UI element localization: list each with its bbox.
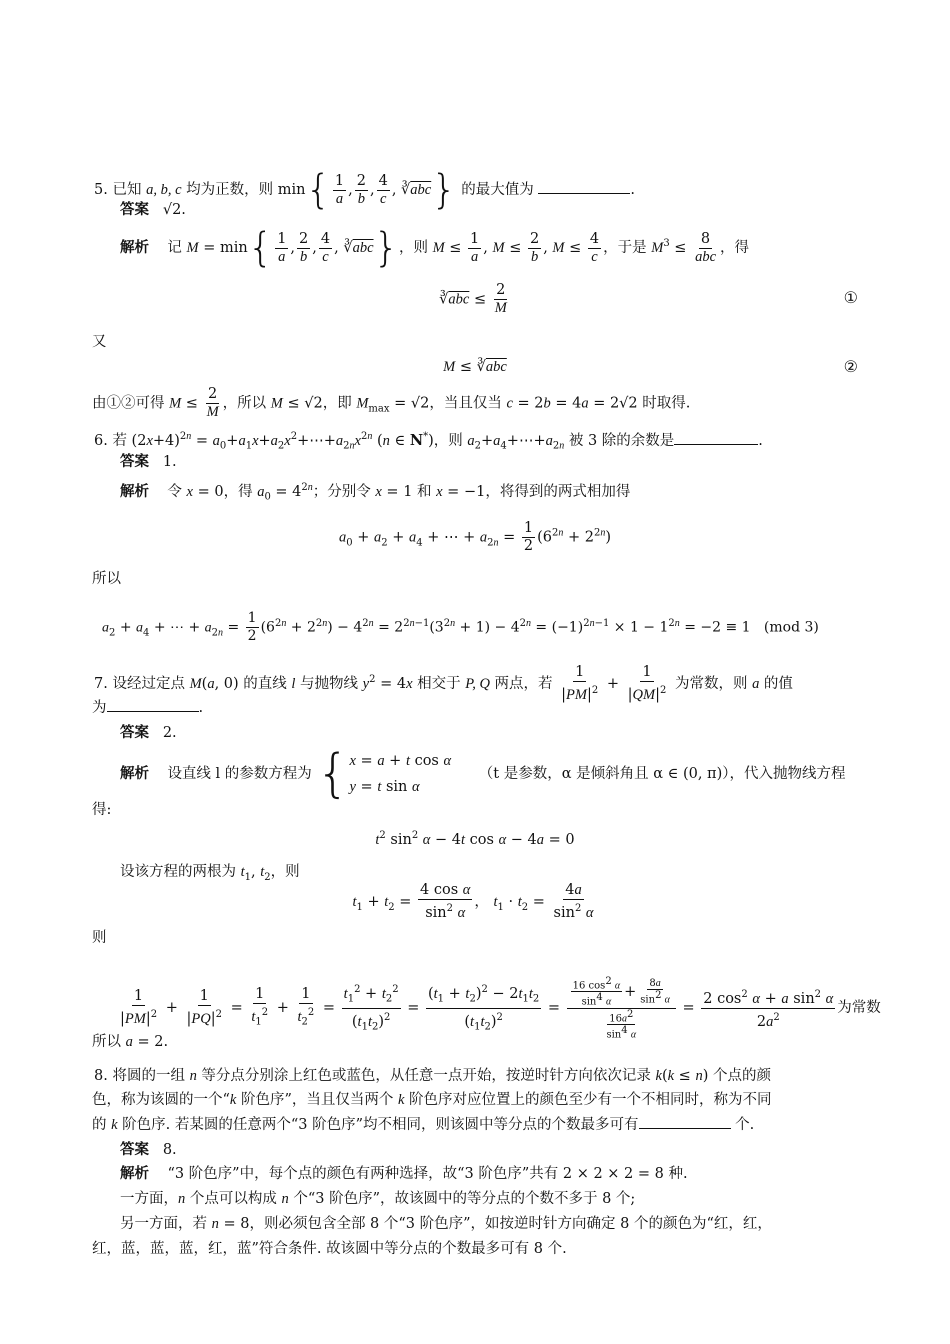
q6-eq1: $a_0 + a_2 + a_4$ + ⋯ + $a_{2n}$ = $\frac{1}{2}$ $(6^{2n} + 2^{2n})$ bbox=[338, 520, 611, 554]
q8-solution-3: 另一方面，若 n = 8，则必须包含全部 8 个“3 阶色序”，如按逆时针方向确定 8 个的颜色为“红，红， bbox=[120, 1216, 772, 1232]
q7-param-y: y = t sin α bbox=[349, 779, 420, 795]
q7-roots-intro: 设该方程的两根为 $t_1$, $t_2$，则 bbox=[120, 864, 300, 883]
q5-tag1: ① bbox=[843, 288, 858, 307]
q6-so: 所以 bbox=[92, 571, 121, 587]
q7-eq3: $\frac{1}{|PM|^2}$ + $\frac{1}{|PQ|^2}$ = $\frac{1}{t_1^2}$ + $\frac{1}{t_2^2}$ = $\frac{t_1^2 + t_2^2}{(t_1t_2)^2}$ = $\frac{(t_1 + t_2)^2 - 2t_1t_2}{(t_1t_2)^2}$ = $\frac{16 \cos^2 \alpha}{\sin^4 \alpha}$ + $\frac{8a}{\sin^2 \alpha}$ $\frac{16a^2}{\sin^4 \alpha}$ = $\frac{2 \cos^2 \alpha + a \sin^2 \alpha}{2a^2}$ 为常数 bbox=[120, 976, 881, 1041]
q8-answer: 答案 8. bbox=[120, 1141, 177, 1158]
q5-again: 又 bbox=[92, 334, 107, 350]
q7-eq2: $t_1 + t_2$ = $\frac{\text{4 cos α}}{\sin^2 \alpha}$ ， $t_1 \cdot t_2$ = $\frac{4a}{\sin^2 \alpha}$ bbox=[352, 882, 594, 921]
q7-eq1: $t^2$ $\sin^2 \alpha - 4t$ cos α − 4a = 0 bbox=[375, 830, 575, 848]
q5-tag2: ② bbox=[843, 357, 858, 376]
q7-solution-intro: 解析 设直线 l 的参数方程为 { x = a + t cos α y = t sin α （t 是参数，α 是倾斜角且 α ∈ (0, π)），代入抛物线方程 bbox=[120, 744, 846, 804]
q7-answer: 答案 2. bbox=[120, 724, 177, 741]
q5-eq1: $∛\overline{abc}$ ≤ $\frac{2}{M}$ bbox=[439, 282, 507, 316]
q6-stem: 6. 若 $(2x+4)^{2n}$ = $a_0+a_1x+a_2x^2+\cdots+a_{2n}x^{2n}$ (n ∈ N*)，则 $a_2+a_4+\cdots+a_{2n}$ 被 3 除的余数是 . bbox=[94, 431, 763, 452]
q7-get: 得: bbox=[92, 802, 112, 818]
q6-solution-intro: 解析 令 x = 0，得 $a_0 = 4^{2n}$；分别令 x = 1 和 x = −1，将得到的两式相加得 bbox=[120, 482, 631, 503]
q6-answer: 答案 1. bbox=[120, 453, 177, 470]
q7-stem-line2: 为 . bbox=[92, 697, 203, 718]
q6-eq2: $a_2 + a_4$ + ⋯ + $a_{2n}$ = $\frac{1}{2}$ $(6^{2n} + 2^{2n}) - 4^{2n} = 2^{2n-1}(3^{2n} + 1) - 4^{2n} = (-1)^{2n-1} \times 1 - 1^{2n} = -2 \equiv 1$ (mod 3) bbox=[102, 610, 819, 644]
q7-param-x: x = a + t cos α bbox=[349, 753, 452, 769]
q8-stem-line3: 的 k 阶色序. 若某圆的任意两个“3 阶色序”均不相同，则该圆中等分点的个数最多可有 个. bbox=[92, 1114, 754, 1135]
q5-stem: 5. 已知 a, b, c 均为正数，则 min{ $\frac{1}{a}$ , $\frac{2}{b}$ , $\frac{4}{c}$ , $∛\overline{abc}$} 的最大值为 . bbox=[94, 167, 636, 213]
q8-solution-2: 一方面，n 个点可以构成 n 个“3 阶色序”，故该圆中的等分点的个数不多于 8 个; bbox=[120, 1191, 636, 1207]
q7-then: 则 bbox=[92, 930, 107, 946]
q8-stem-line1: 8. 将圆的一组 n 等分点分别涂上红色或蓝色，从任意一点开始，按逆时针方向依次记录 k(k ≤ n) 个点的颜 bbox=[94, 1068, 771, 1084]
q8-solution-1: 解析 “3 阶色序”中，每个点的颜色有两种选择，故“3 阶色序”共有 2 × 2 × 2 = 8 种. bbox=[120, 1165, 688, 1182]
q7-stem-line1: 7. 设经过定点 M(a, 0) 的直线 l 与抛物线 $y^2 = 4x$ 相交于 P, Q 两点，若 $\frac{1}{|PM|^2}$ + $\frac{1}{|QM|^2}$ 为常数，则 a 的值 bbox=[94, 664, 793, 703]
q7-so: 所以 a = 2. bbox=[92, 1034, 169, 1050]
q5-eq2: $M \le ∛\overline{abc}$ bbox=[443, 359, 507, 375]
q5-conclusion: 由①②可得 M ≤ $\frac{2}{M}$ ，所以 M ≤ √2，即 $M_{max} = √2$，当且仅当 c = 2b = 4a = 2√2 时取得. bbox=[92, 386, 691, 420]
q5-solution-intro: 解析 记 M = min{ $\frac{1}{a}$ , $\frac{2}{b}$ , $\frac{4}{c}$ , $∛\overline{abc}$}，则 M ≤ $\frac{1}{a}$ , M ≤ $\frac{2}{b}$ , M ≤ $\frac{4}{c}$ ，于是 $M^3$ ≤ $\frac{8}{\text{abc}}$ ，得 bbox=[120, 225, 750, 271]
q5-answer: 答案 √2. bbox=[120, 201, 186, 218]
q8-stem-line2: 色，称为该圆的一个“k 阶色序”，当且仅当两个 k 阶色序对应位置上的颜色至少有一个不相同时，称为不同 bbox=[92, 1092, 772, 1108]
q8-solution-4: 红，蓝，蓝，蓝，红，蓝”符合条件. 故该圆中等分点的个数最多可有 8 个. bbox=[92, 1241, 567, 1257]
